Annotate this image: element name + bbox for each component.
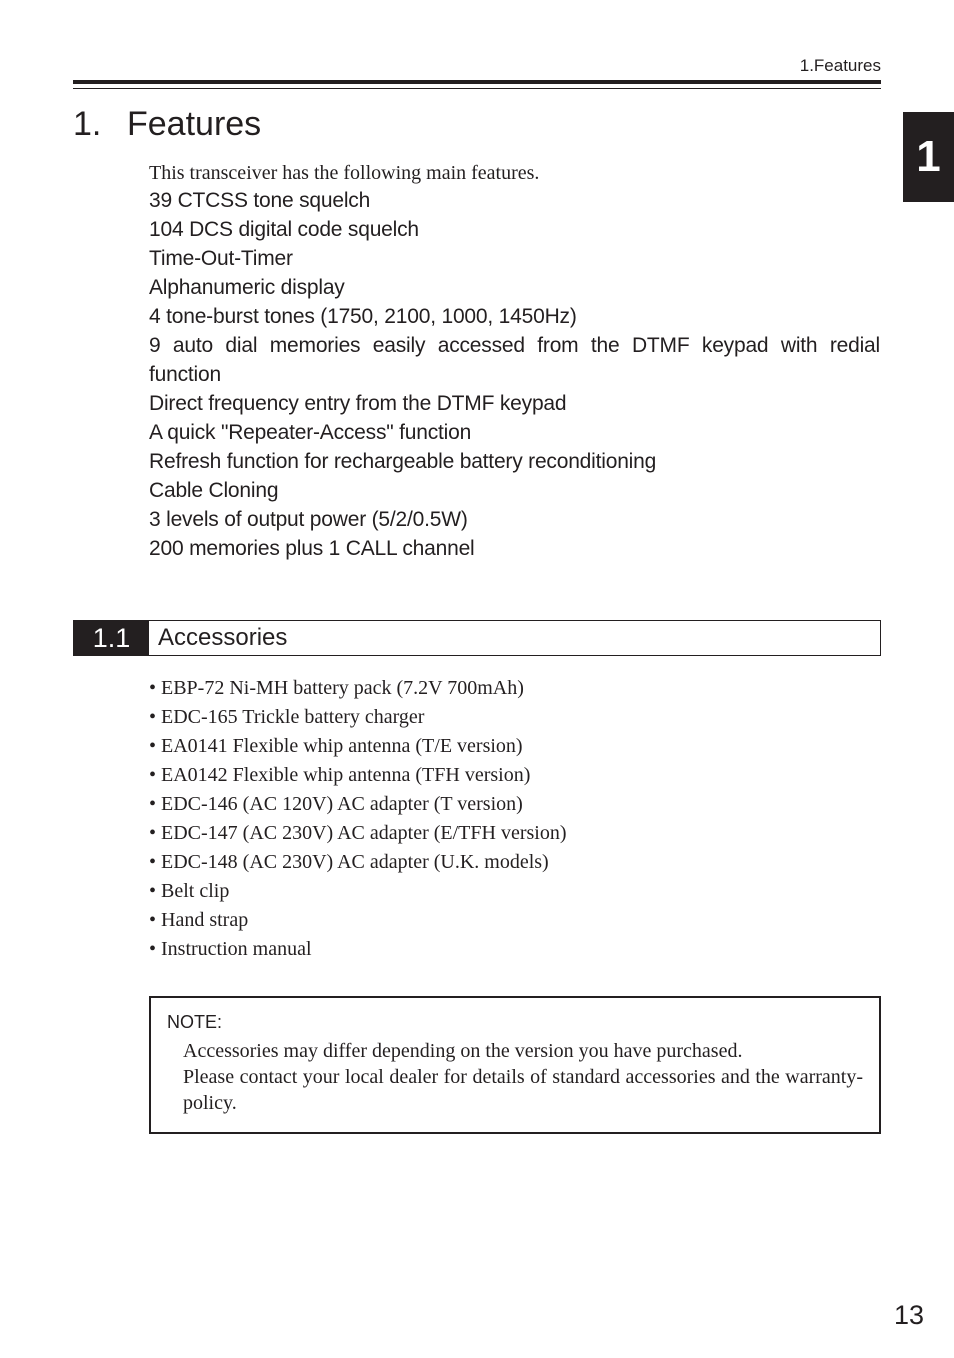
list-item [149,761,869,790]
list-item [149,732,869,761]
feature-item: 104 DCS digital code squelch [149,218,419,241]
accessory-text: EDC-148 (AC 230V) AC adapter (U.K. models) [161,851,549,873]
accessory-text: EDC-147 (AC 230V) AC adapter (E/TFH version) [161,822,567,844]
feature-item: 9 auto dial memories easily accessed from the DTMF keypad with redial function [149,334,880,386]
page-number: 13 [893,1300,924,1330]
feature-item: Cable Cloning [149,479,279,502]
list-item [149,674,869,703]
page-title-text: Features [127,105,262,143]
feature-item: 200 memories plus 1 CALL channel [149,537,475,560]
header-rule-thick [73,80,881,84]
feature-item: 3 levels of output power (5/2/0.5W) [149,508,468,531]
bullet-glyph: • [149,880,157,902]
feature-item: Direct frequency entry from the DTMF keypad [149,392,567,415]
note-box [149,996,881,1134]
note-line: Accessories may differ depending on the version you have purchased. [183,1040,743,1062]
accessory-text: EBP-72 Ni-MH battery pack (7.2V 700mAh) [161,677,524,699]
bullet-glyph: • [149,822,157,844]
bullet-glyph: • [149,677,157,699]
bullet-glyph: • [149,793,157,815]
list-item [149,848,869,877]
bullet-glyph: • [149,735,157,757]
accessory-text: Belt clip [161,880,230,902]
feature-item: A quick "Repeater-Access" function [149,421,472,444]
feature-list [149,186,880,563]
running-header: 1.Features [799,56,881,75]
section-title: Accessories [158,624,288,651]
page-title-number: 1. [73,105,102,143]
feature-item: Alphanumeric display [149,276,345,299]
header-rule-thin [73,88,881,89]
feature-item: 4 tone-burst tones (1750, 2100, 1000, 1450Hz) [149,305,577,328]
feature-item: Time-Out-Timer [149,247,293,270]
list-item [149,935,869,964]
accessory-text: EA0141 Flexible whip antenna (T/E version) [161,735,523,757]
bullet-glyph: • [149,909,157,931]
accessory-list [149,674,869,964]
note-body [183,1038,863,1116]
page-title [73,102,261,146]
section-number: 1.1 [74,621,149,655]
bullet-glyph: • [149,851,157,873]
accessory-text: Instruction manual [161,938,312,960]
feature-item: Refresh function for rechargeable battery reconditioning [149,450,657,473]
note-title: NOTE: [167,1012,223,1032]
bullet-glyph: • [149,764,157,786]
list-item [149,703,869,732]
accessory-text: EA0142 Flexible whip antenna (TFH version) [161,764,531,786]
list-item [149,790,869,819]
chapter-tab: 1 [903,112,954,202]
bullet-glyph: • [149,706,157,728]
note-line: Please contact your local dealer for details of standard accessories and the warranty-policy. [183,1066,863,1114]
accessory-text: EDC-146 (AC 120V) AC adapter (T version) [161,793,523,815]
section-header-accessories [73,620,881,656]
accessory-text: Hand strap [161,909,249,931]
list-item [149,877,869,906]
list-item [149,906,869,935]
intro-text: This transceiver has the following main features. [149,162,540,184]
feature-item: 39 CTCSS tone squelch [149,189,371,212]
accessory-text: EDC-165 Trickle battery charger [161,706,425,728]
bullet-glyph: • [149,938,157,960]
list-item [149,819,869,848]
